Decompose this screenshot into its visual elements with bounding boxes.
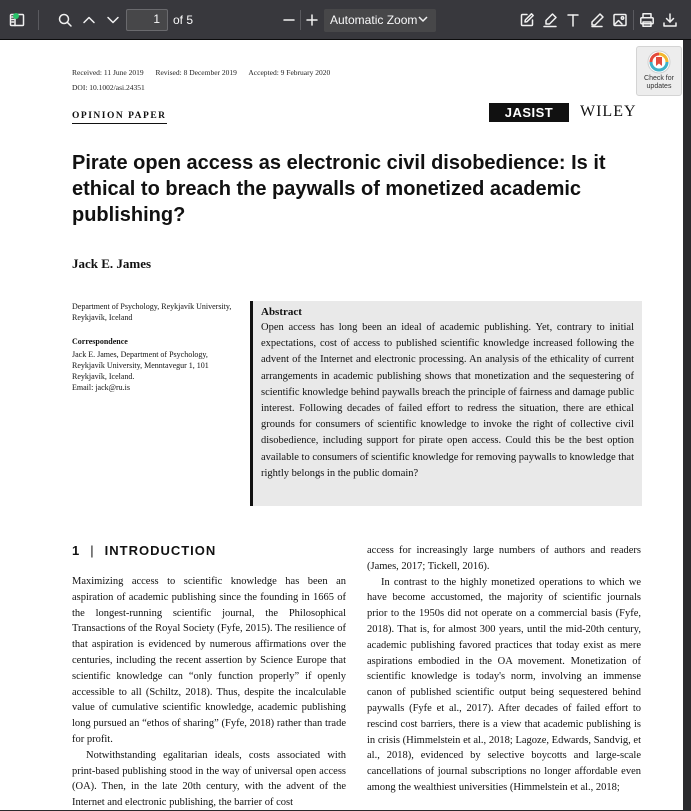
- check-for-updates-badge[interactable]: [636, 46, 682, 96]
- find-button[interactable]: [52, 7, 78, 33]
- print-icon: [639, 12, 655, 28]
- save-button[interactable]: [657, 7, 683, 33]
- paragraph: In contrast to the highly monetized operations to which we have become accustomed, the majority of scientific journals prior to the 1950s did not operate on a commercial basis (Fyfe, 2018). That is, for almost 300 years, until the mid-20th century, academic publishing favored practices that today exist as mere aspirations embodied in the OA movement. Monetization of scientific knowledge is today's norm, involving an immense canon of published scientific output being sequestered behind paywalls (Fyfe et al., 2017). After decades of failed effort to rescind cost barriers, there is a view that academic publishing is in crisis (Himmelstein et al., 2018; Lagoze, Edwards, Sandvig, et al., 2018), evidenced by selective boycotts and large-scale cancellations of journal subscriptions no longer affordable even among the wealthiest universities (Himmelstein et al., 2018;: [367, 576, 641, 793]
- sidebar-toggle-button[interactable]: [4, 7, 30, 33]
- zoom-value: Automatic Zoom: [330, 13, 418, 27]
- zoom-select[interactable]: [324, 9, 436, 32]
- article-title: Pirate open access as electronic civil disobedience: Is it ethical to breach the paywalls of monetized academic publishing?: [72, 152, 606, 226]
- draw-icon: [589, 12, 605, 28]
- document-viewer[interactable]: [0, 40, 691, 809]
- publisher-logo: WILEY: [580, 103, 637, 120]
- paragraph: access for increasingly large numbers of authors and readers (James, 2017; Tickell, 2016).: [367, 545, 641, 572]
- notification-dot: [13, 13, 19, 19]
- chevron-down-icon: [105, 12, 121, 28]
- section-title: INTRODUCTION: [104, 543, 217, 558]
- section-heading-introduction: [72, 543, 216, 558]
- section-number: 1: [72, 543, 81, 558]
- text-tool-button[interactable]: [560, 7, 586, 33]
- abstract-text: Open access has long been an ideal of academic publishing. Yet, contrary to initial expectations, cost of access to published scientific knowledge increased following the advent of the Internet and electronic processing. An analysis of the ethicality of current arrangements in academic publishing shows that monetization and the sequestering of scientific knowledge behind paywalls breach the principle of fairness and damage public interest. Following decades of failed effort to redress the situation, there are ethical grounds for consumers of scientific knowledge to invoke the right of collective civil disobedience, including support for pirate open access. Could this be the best option available to consumers of scientific knowledge for removing paywalls to knowledge that rightly belongs in the public domain?: [261, 322, 634, 479]
- save-icon: [662, 12, 678, 28]
- paragraph: Maximizing access to scientific knowledge has been an aspiration of academic publishing since the founding in 1665 of the longest-running scientific journal, the Philosophical Transactions of the Royal Society (Fyfe, 2015). The resilience of that aspiration is evidenced by numerous affirmations over the centuries, including the recent assertion by Science Europe that scientific knowledge can “only function properly” if openly accessible to all (Schiltz, 2018). Thus, despite the incalculable value of cumulative scientific knowledge, academic publishing long pursued an “ethos of sharing” (Fyfe, 2018) rather than trade for profit.: [72, 576, 346, 745]
- chevron-up-icon: [81, 12, 97, 28]
- paragraph: Notwithstanding egalitarian ideals, costs associated with print-based publishing stood in the way of universal open access (OA). Then, in the late 20th century, with the advent of the Internet and electronic publishing, the barrier of cost: [72, 749, 346, 809]
- zoom-in-button[interactable]: [299, 7, 325, 33]
- abstract-heading: Abstract: [261, 306, 302, 318]
- right-column: [367, 543, 641, 796]
- crossmark-icon: [647, 50, 671, 74]
- abstract-box: [250, 301, 642, 506]
- search-icon: [57, 12, 73, 28]
- zoom-in-icon: [304, 12, 320, 28]
- accepted-date: Accepted: 9 February 2020: [248, 68, 331, 77]
- image-icon: [612, 12, 628, 28]
- zoom-out-icon: [281, 12, 297, 28]
- article-type: OPINION PAPER: [72, 111, 167, 124]
- received-date: Received: 11 June 2019: [72, 68, 144, 77]
- article-dates: [72, 68, 340, 77]
- section-divider: |: [90, 543, 95, 558]
- pdf-toolbar: [0, 0, 691, 40]
- text-icon: [565, 12, 581, 28]
- page-number-input[interactable]: 1: [126, 9, 168, 31]
- page-count-label: of 5: [173, 13, 194, 27]
- revised-date: Revised: 8 December 2019: [155, 68, 237, 77]
- journal-logo: JASIST: [489, 103, 569, 122]
- author-affiliation: Department of Psychology, Reykjavík University, Reykjavík, Iceland: [72, 302, 232, 322]
- chevron-down-icon: [417, 13, 429, 25]
- edit-icon: [519, 12, 535, 28]
- correspondence-details: Jack E. James, Department of Psychology, Reykjavík University, Menntavegur 1, 101 Reykjavík, Iceland. Email: jack@ru.is: [72, 350, 209, 392]
- doi-link[interactable]: DOI: 10.1002/asi.24351: [72, 83, 145, 92]
- add-image-button[interactable]: [607, 7, 633, 33]
- left-column: [72, 574, 346, 811]
- crossmark-label: Check for updates: [644, 75, 674, 90]
- previous-page-button[interactable]: [76, 7, 102, 33]
- highlight-icon: [542, 12, 558, 28]
- toolbar-separator: [38, 10, 39, 30]
- author-name: Jack E. James: [72, 256, 152, 271]
- pdf-page: [0, 40, 683, 810]
- next-page-button[interactable]: [100, 7, 126, 33]
- correspondence-heading: Correspondence: [72, 337, 128, 346]
